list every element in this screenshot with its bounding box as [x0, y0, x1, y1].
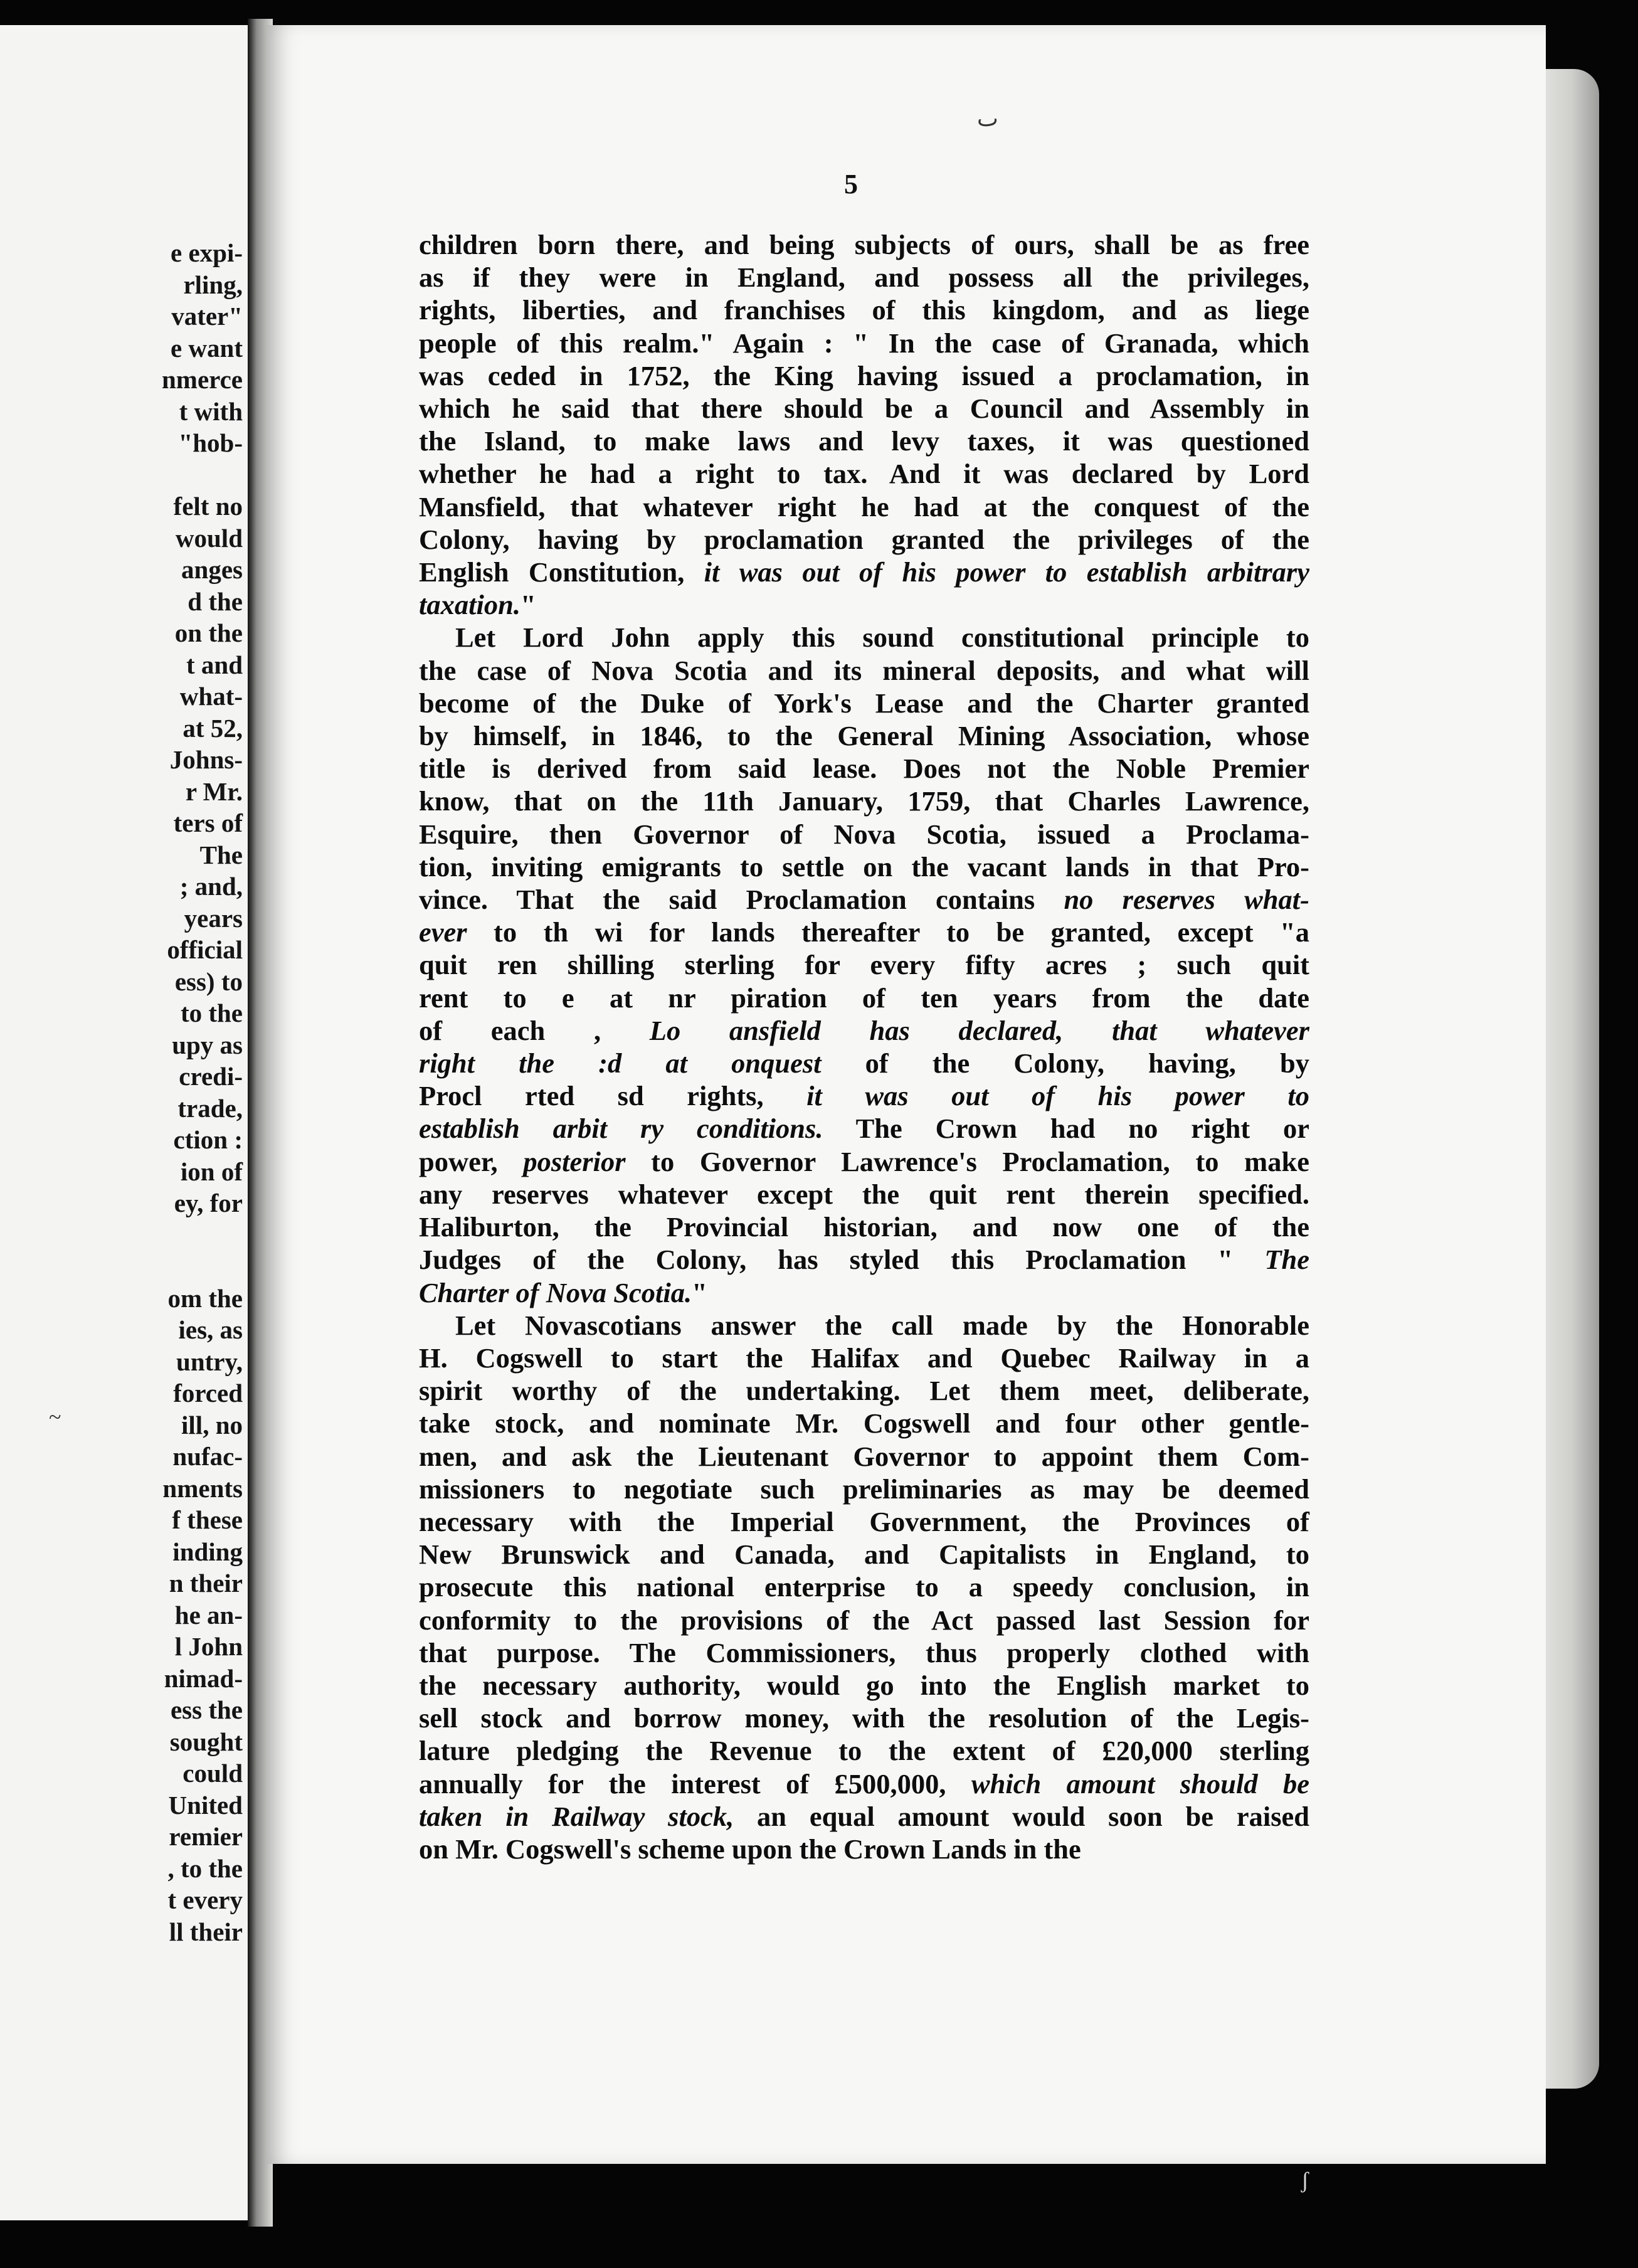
left-fragment-line — [162, 459, 243, 491]
text-line — [419, 1636, 1309, 1669]
ink-speck: ٮ — [977, 106, 998, 131]
text-line — [419, 785, 1309, 817]
left-fragment-line: ey, for — [174, 1189, 243, 1217]
text-line — [419, 1243, 1309, 1276]
text-run: the Island, to make laws and levy taxes, it was questioned — [419, 425, 1309, 457]
left-fragment-line: what- — [179, 682, 243, 711]
left-fragment-line: nufac- — [172, 1442, 243, 1471]
left-fragment-line: to the — [180, 999, 243, 1027]
left-fragment-line: ies, as — [178, 1315, 243, 1344]
text-run: power, — [419, 1145, 524, 1177]
text-run: the case of Nova Scotia and its mineral deposits, and what will — [419, 654, 1309, 686]
text-run: missioners to negotiate such preliminaries as may be deemed — [419, 1473, 1309, 1505]
text-run: English Constitution, — [419, 556, 704, 588]
text-line — [419, 1407, 1309, 1439]
left-fragment-line: l John — [174, 1632, 243, 1661]
left-fragment-line: felt no — [173, 492, 243, 521]
text-line — [419, 1538, 1309, 1571]
left-fragment-line: The — [199, 840, 243, 869]
text-line — [419, 719, 1309, 752]
text-run: to Governor Lawrence's Proclamation, to make — [625, 1145, 1309, 1177]
text-line — [419, 1014, 1309, 1047]
left-fragment-line: n their — [169, 1569, 243, 1598]
text-run: The Crown had no right or — [823, 1113, 1310, 1145]
left-fragment-line — [162, 1251, 243, 1283]
text-run: any reserves whatever except the quit rent therein specified. — [419, 1178, 1309, 1210]
italic-text: taxation. — [419, 589, 520, 621]
italic-text: which amount should be — [971, 1767, 1309, 1799]
text-run: as if they were in England, and possess all the privileges, — [419, 262, 1309, 294]
left-fragment-line: nments — [162, 1473, 243, 1503]
text-run: sell stock and borrow money, with the resolution of the Legis- — [419, 1702, 1309, 1734]
italic-text: right the :d at onquest — [419, 1047, 822, 1079]
text-line — [419, 1211, 1309, 1243]
text-run: children born there, and being subjects of ours, shall be as free — [419, 229, 1309, 260]
left-fragment-line: would — [175, 523, 243, 553]
text-line — [419, 1571, 1309, 1603]
text-line — [419, 425, 1309, 457]
left-fragment-line: ion of — [180, 1157, 243, 1186]
text-line — [419, 916, 1309, 948]
text-run: an equal amount would soon be raised — [734, 1800, 1310, 1832]
text-run: " — [692, 1276, 707, 1308]
text-line — [419, 1079, 1309, 1112]
left-fragment-line: d the — [188, 586, 243, 616]
left-fragment-line: forced — [173, 1379, 243, 1407]
text-line — [419, 948, 1309, 981]
left-fragment-line: official — [167, 935, 243, 964]
left-fragment-line: nmerce — [161, 365, 243, 394]
text-run: was ceded in 1752, the King having issued a proclamation, in — [419, 359, 1309, 391]
text-line — [419, 1112, 1309, 1145]
left-fragment-line: trade, — [177, 1093, 243, 1123]
italic-text: The — [1264, 1244, 1309, 1276]
left-fragment-line: r Mr. — [185, 776, 243, 806]
left-fragment-line: ill, no — [181, 1410, 243, 1439]
text-line — [419, 1734, 1309, 1767]
text-line — [419, 1374, 1309, 1407]
text-run: men, and ask the Lieutenant Governor to appoint them Com- — [419, 1440, 1309, 1472]
left-fragment-line: untry, — [176, 1347, 243, 1376]
text-run: know, that on the 11th January, 1759, that Charles Lawrence, — [419, 785, 1309, 817]
left-page-text-fragment — [162, 237, 243, 1947]
italic-text: no reserves what- — [1064, 884, 1309, 916]
left-fragment-line: ll their — [169, 1917, 243, 1946]
text-line — [419, 327, 1309, 359]
italic-text: Charter of Nova Scotia. — [419, 1276, 692, 1308]
text-run: on Mr. Cogswell's scheme upon the Crown Lands in the — [419, 1833, 1081, 1865]
left-fragment-line: he an- — [174, 1600, 243, 1629]
left-fragment-line: could — [182, 1759, 243, 1788]
text-run: Judges of the Colony, has styled this Proclamation " — [419, 1244, 1265, 1276]
left-fragment-line: years — [184, 903, 243, 933]
left-fragment-line: upy as — [172, 1030, 243, 1059]
text-line — [419, 621, 1309, 654]
text-line — [419, 752, 1309, 785]
left-fragment-line: at 52, — [182, 713, 243, 743]
paragraph — [419, 1309, 1309, 1865]
text-line — [419, 457, 1309, 490]
text-run: lature pledging the Revenue to the extent of £20,000 sterling — [419, 1735, 1309, 1767]
text-line — [419, 1047, 1309, 1079]
italic-text: ever — [419, 916, 467, 948]
text-run: title is derived from said lease. Does not the Noble Premier — [419, 753, 1309, 785]
text-line — [419, 392, 1309, 425]
text-run: quit ren shilling sterling for every fifty acres ; such quit — [419, 949, 1309, 981]
text-line — [419, 228, 1309, 261]
italic-text: Lo ansfield has declared, that whatever — [649, 1014, 1310, 1046]
left-fragment-line: Johns- — [169, 745, 243, 774]
text-run: Haliburton, the Provincial historian, and now one of the — [419, 1211, 1309, 1243]
text-run: spirit worthy of the undertaking. Let them meet, deliberate, — [419, 1375, 1309, 1407]
text-line — [419, 1833, 1309, 1865]
text-line — [419, 359, 1309, 392]
text-line — [419, 1800, 1309, 1833]
left-fragment-line: e want — [170, 333, 243, 363]
text-line — [419, 261, 1309, 294]
text-line — [419, 1702, 1309, 1734]
left-fragment-line: sought — [169, 1727, 243, 1756]
left-fragment-line: inding — [172, 1537, 243, 1566]
text-line — [419, 490, 1309, 523]
left-fragment-line: credi- — [179, 1062, 243, 1091]
left-fragment-line: ; and, — [179, 872, 243, 901]
italic-text: establish arbit ry conditions. — [419, 1113, 823, 1145]
left-fragment-line: remier — [169, 1822, 243, 1851]
text-line — [419, 1276, 1309, 1309]
text-run: Let Lord John apply this sound constitutional principle to — [455, 622, 1309, 654]
text-run: take stock, and nominate Mr. Cogswell and four other gentle- — [419, 1407, 1309, 1439]
paragraph — [419, 228, 1309, 621]
left-facing-page — [0, 25, 258, 2220]
text-run: rights, liberties, and franchises of this kingdom, and as liege — [419, 294, 1309, 326]
text-line — [419, 1669, 1309, 1702]
paragraph — [419, 621, 1309, 1308]
text-run: Procl rted sd rights, — [419, 1080, 807, 1112]
body-text — [419, 228, 1309, 1865]
page-number: 5 — [844, 169, 858, 199]
text-line — [419, 523, 1309, 556]
ink-speck: ʃ — [1301, 2168, 1309, 2193]
text-run: of the Colony, having, by — [821, 1047, 1309, 1079]
text-run: H. Cogswell to start the Halifax and Quebec Railway in a — [419, 1342, 1309, 1374]
left-fragment-line: on the — [174, 618, 243, 647]
text-line — [419, 1767, 1309, 1800]
text-run: annually for the interest of £500,000, — [419, 1767, 971, 1799]
left-fragment-line — [162, 1219, 243, 1251]
left-fragment-line: t and — [186, 650, 243, 679]
left-fragment-line: vater" — [171, 302, 243, 331]
text-line — [419, 556, 1309, 588]
italic-text: it was out of his power to establish arbitrary — [704, 556, 1310, 588]
left-fragment-line: f these — [172, 1505, 243, 1534]
left-fragment-line: anges — [181, 555, 243, 584]
left-fragment-line: e expi- — [171, 238, 243, 267]
left-fragment-line: ction : — [173, 1125, 243, 1154]
left-fragment-line: om the — [167, 1283, 243, 1313]
text-run: that purpose. The Commissioners, thus properly clothed with — [419, 1636, 1309, 1668]
text-run: " — [520, 589, 536, 621]
text-run: of each , — [419, 1014, 650, 1046]
text-line — [419, 588, 1309, 621]
text-line — [419, 1342, 1309, 1374]
text-line — [419, 654, 1309, 687]
text-line — [419, 982, 1309, 1014]
text-run: vince. That the said Proclamation contains — [419, 884, 1064, 916]
text-line — [419, 1505, 1309, 1538]
text-line — [419, 294, 1309, 326]
text-run: Mansfield, that whatever right he had at the conquest of the — [419, 490, 1309, 522]
left-fragment-line: ess the — [170, 1695, 243, 1724]
text-line — [419, 1309, 1309, 1342]
text-run: Let Novascotians answer the call made by the Honorable — [455, 1309, 1309, 1341]
text-run: rent to e at nr piration of ten years from the date — [419, 982, 1309, 1014]
left-fragment-line: ters of — [173, 808, 243, 837]
left-fragment-line: United — [168, 1790, 243, 1820]
text-run: Esquire, then Governor of Nova Scotia, issued a Proclama- — [419, 818, 1309, 850]
left-fragment-line: "hob- — [178, 428, 243, 457]
italic-text: taken in Railway stock, — [419, 1800, 734, 1832]
text-line — [419, 1178, 1309, 1211]
left-fragment-line: t with — [179, 396, 243, 426]
text-run: the necessary authority, would go into the English market to — [419, 1669, 1309, 1701]
text-run: tion, inviting emigrants to settle on the vacant lands in that Pro- — [419, 850, 1309, 882]
italic-text: posterior — [523, 1145, 626, 1177]
text-line — [419, 883, 1309, 916]
italic-text: it was out of his power to — [806, 1080, 1309, 1112]
text-line — [419, 818, 1309, 850]
text-line — [419, 1473, 1309, 1505]
text-line — [419, 850, 1309, 883]
left-fragment-line: nimad- — [164, 1663, 243, 1693]
ink-speck: ~ — [49, 1404, 61, 1429]
text-run: necessary with the Imperial Government, the Provinces of — [419, 1505, 1309, 1537]
text-run: New Brunswick and Canada, and Capitalists in England, to — [419, 1539, 1309, 1571]
text-run: Colony, having by proclamation granted the privileges of the — [419, 523, 1309, 555]
left-fragment-line: t every — [167, 1885, 243, 1914]
text-run: people of this realm." Again : " In the case of Granada, which — [419, 327, 1309, 359]
text-run: conformity to the provisions of the Act passed last Session for — [419, 1604, 1309, 1636]
left-fragment-line: , to the — [167, 1853, 243, 1883]
text-line — [419, 1145, 1309, 1178]
text-line — [419, 687, 1309, 719]
left-fragment-line: rling, — [183, 270, 243, 299]
text-run: to th wi for lands thereafter to be granted, except "a — [467, 916, 1309, 948]
text-run: by himself, in 1846, to the General Mining Association, whose — [419, 720, 1309, 752]
text-line — [419, 1440, 1309, 1473]
left-fragment-line: ess) to — [174, 967, 243, 996]
text-run: which he said that there should be a Council and Assembly in — [419, 393, 1309, 425]
text-run: whether he had a right to tax. And it was declared by Lord — [419, 458, 1309, 490]
text-run: prosecute this national enterprise to a speedy conclusion, in — [419, 1571, 1309, 1603]
text-line — [419, 1604, 1309, 1636]
text-run: become of the Duke of York's Lease and the Charter granted — [419, 687, 1309, 719]
